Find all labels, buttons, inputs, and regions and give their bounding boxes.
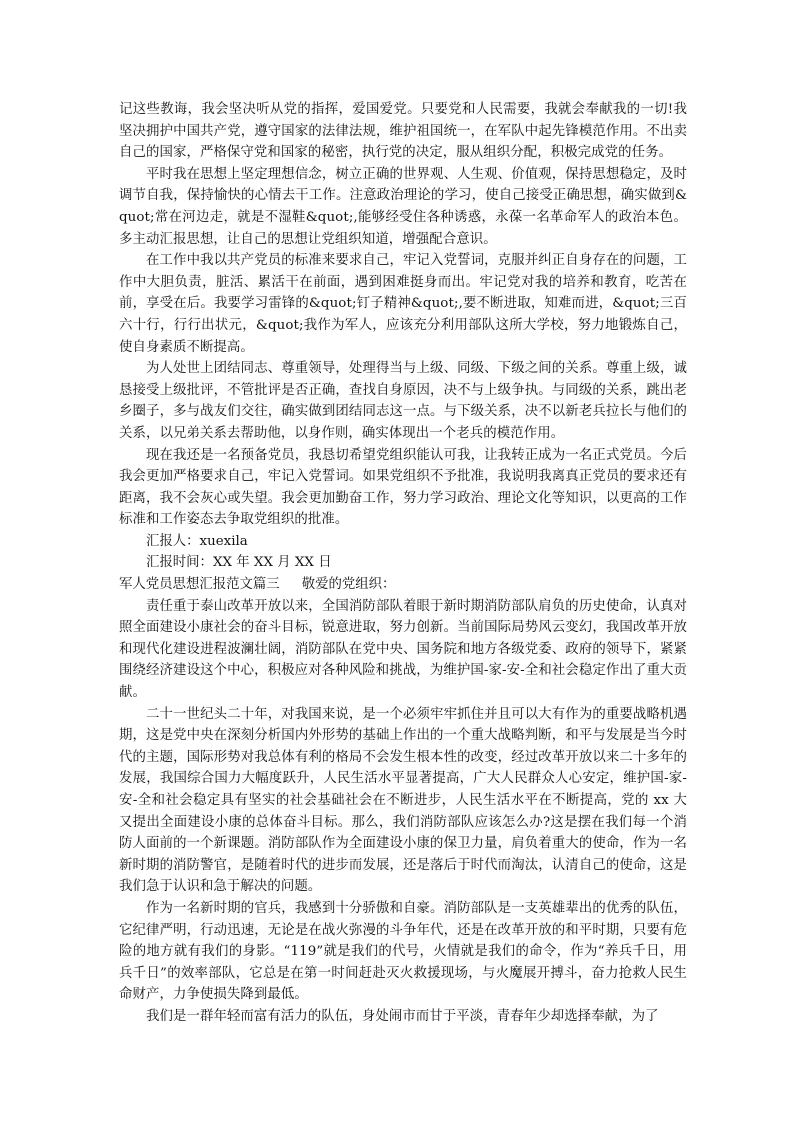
- section-title: 军人党员思想汇报范文篇三: [119, 577, 280, 593]
- paragraph-9: 我们是一群年轻而富有活力的队伍，身处闹市而甘于平淡，青春年少却选择奉献，为了: [146, 1008, 659, 1024]
- reporter-line: 汇报人：xuexila: [146, 533, 248, 549]
- report-time-line: 汇报时间：XX 年 XX 月 XX 日: [146, 555, 332, 571]
- paragraph-8: 作为一名新时期的官兵，我感到十分骄傲和自豪。消防部队是一支英雄辈出的优秀的队伍，它纪律严明，行动迅速，无论是在战火弥漫的斗争年代，还是在改革开放的和平时期，只要有危险的地方就有我们的身影。“119”就是我们的代号，火情就是我们的命令，作为“养兵千日，用兵千日”的效率部队，它总是在第一时间赶赴灭火救援现场，与火魔展开搏斗，奋力抢救人民生命财产，力争使损失降到最低。: [119, 900, 687, 1003]
- salutation: 敬爱的党组织：: [301, 577, 396, 593]
- paragraph-6: 责任重于泰山改革开放以来，全国消防部队着眼于新时期消防部队肩负的历史使命，认真对照全面建设小康社会的奋斗目标，锐意进取，努力创新。当前国际局势风云变幻，我国改革开放和现代化建设进程波澜壮阔，消防部队在党中央、国务院和地方各级党委、政府的领导下，紧紧围绕经济建设这个中心，积极应对各种风险和挑战，为维护国-家-安-全和社会稳定作出了重大贡献。: [119, 598, 687, 701]
- section-heading: [119, 574, 687, 596]
- paragraph-7: 二十一世纪头二十年，对我国来说，是一个必须牢牢抓住并且可以大有作为的重要战略机遇期，这是党中央在深刻分析国内外形势的基础上作出的一个重大战略判断，和平与发展是当今时代的主题，国际形势对我总体有利的格局不会发生根本性的改变，经过改革开放以来二十多年的发展，我国综合国力大幅度跃升，人民生活水平显著提高，广大人民群众人心安定，维护国-家-安-全和社会稳定具有坚实的社会基础社会在不断进步，人民生活水平在不断提高，党的 xx 大又提出全面建设小康的总体奋斗目标。那么，我们消防部队应该怎么办?这是摆在我们每一个消防人面前的一个新课题。消防部队作为全面建设小康的保卫力量，肩负着重大的使命，作为一名新时期的消防警官，是随着时代的进步而发展，还是落后于时代而淘汰，认清自己的使命，这是我们急于认识和急于解决的问题。: [119, 706, 687, 895]
- paragraph-3: 在工作中我以共产党员的标准来要求自己，牢记入党誓词，克服并纠正自身存在的问题，工作中大胆负责，脏活、累活干在前面，遇到困难挺身而出。牢记党对我的培养和教育，吃苦在前，享受在后。我要学习雷锋的&quot;钉子精神&quot;,要不断进取，知难而进，&quot;三百六十行，行行出状元，&quot;我作为军人，应该充分利用部队这所大学校，努力地锻炼自己，使自身素质不断提高。: [119, 253, 687, 355]
- paragraph-1: 记这些教诲，我会坚决听从党的指挥，爱国爱党。只要党和人民需要，我就会奉献我的一切!我坚决拥护中国共产党，遵守国家的法律法规，维护祖国统一，在军队中起先锋模范作用。不出卖自己的国家，严格保守党和国家的秘密，执行党的决定，服从组织分配，积极完成党的任务。: [119, 102, 687, 161]
- paragraph-5: 现在我还是一名预备党员，我恳切希望党组织能认可我，让我转正成为一名正式党员。今后我会更加严格要求自己，牢记入党誓词。如果党组织不予批准，我说明我离真正党员的要求还有距离，我不会灰心或失望。我会更加勤奋工作，努力学习政治、理论文化等知识，以更高的工作标准和工作姿态去争取党组织的批准。: [119, 447, 687, 528]
- document-page: [119, 99, 687, 1028]
- paragraph-4: 为人处世上团结同志、尊重领导，处理得当与上级、同级、下级之间的关系。尊重上级，诚恳接受上级批评，不管批评是否正确，查找自身原因，决不与上级争执。与同级的关系，跳出老乡圈子，多与战友们交往，确实做到团结同志这一点。与下级关系，决不以新老兵拉长与他们的关系，以兄弟关系去帮助他，以身作则，确实体现出一个老兵的模范作用。: [119, 361, 687, 441]
- paragraph-2: 平时我在思想上坚定理想信念，树立正确的世界观、人生观、价值观，保持思想稳定，及时调节自我，保持愉快的心情去干工作。注意政治理论的学习，使自己接受正确思想，确实做到&quot;常在河边走，就是不湿鞋&quot;,能够经受住各种诱惑，永葆一名革命军人的政治本色。多主动汇报思想，让自己的思想让党组织知道，增强配合意识。: [119, 166, 687, 247]
